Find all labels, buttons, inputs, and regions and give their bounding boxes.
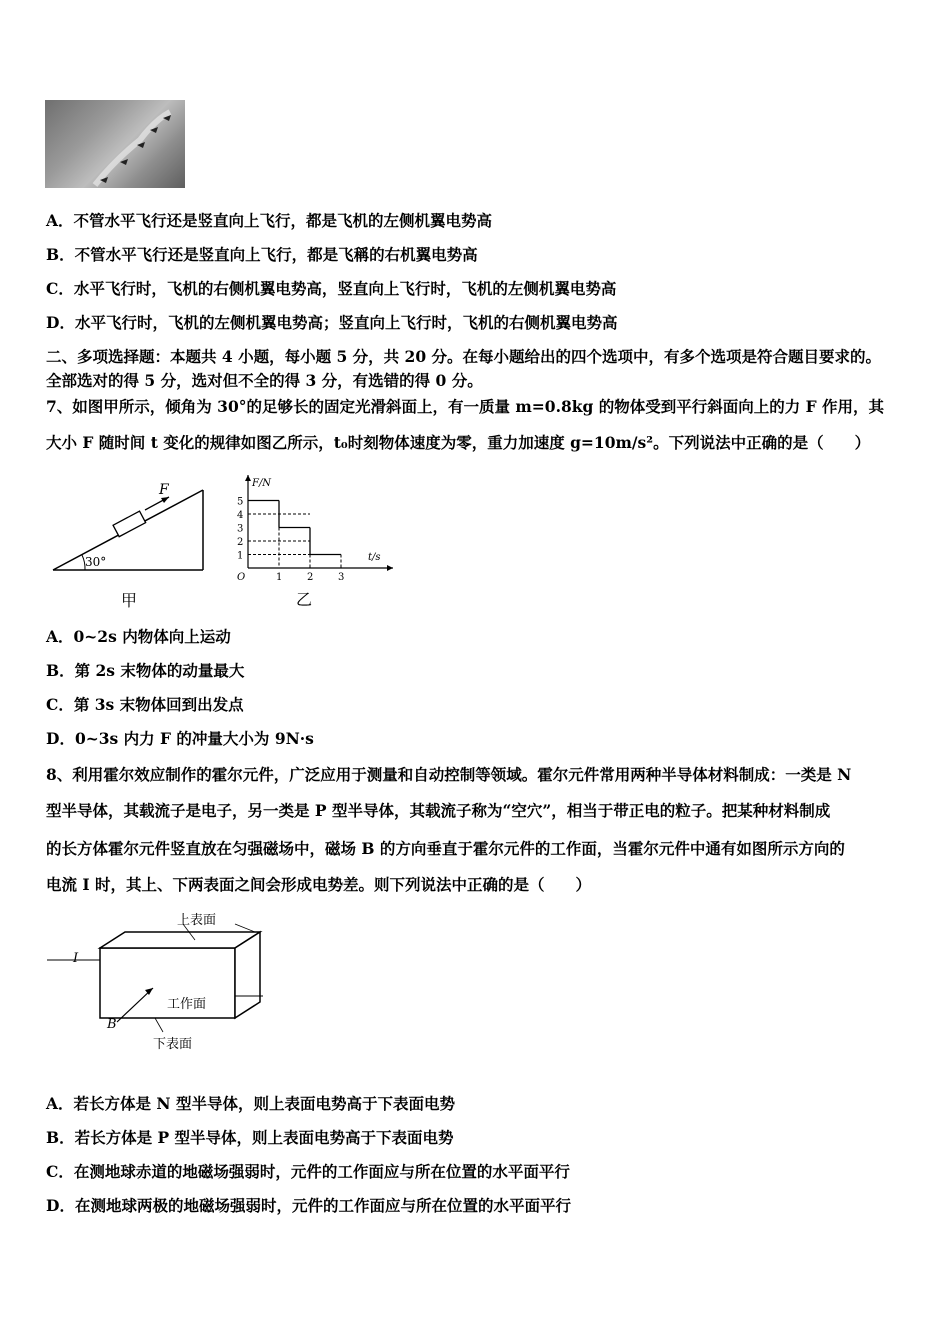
incline-figure — [45, 478, 215, 613]
section2-line2: 全部选对的得 5 分，选对但不全的得 3 分，有选错的得 0 分。 — [46, 371, 483, 390]
airplane-photo — [45, 100, 185, 188]
force-label: F — [159, 482, 169, 498]
q7-option-d: D．0~3s 内力 F 的冲量大小为 9N·s — [46, 729, 314, 748]
q8-option-b: B．若长方体是 P 型半导体，则上表面电势高于下表面电势 — [46, 1128, 454, 1147]
field-label: B — [107, 1017, 117, 1032]
y-tick-label: 1 — [237, 550, 244, 562]
y-tick-label: 3 — [237, 523, 244, 535]
q7-option-a: A．0~2s 内物体向上运动 — [46, 627, 231, 646]
q8-stem-line1: 8、利用霍尔效应制作的霍尔元件，广泛应用于测量和自动控制等领域。霍尔元件常用两种半导体材料制成：一类是 N — [46, 765, 852, 784]
q6-option-c: C．水平飞行时，飞机的右侧机翼电势高，竖直向上飞行时，飞机的左侧机翼电势高 — [46, 279, 617, 298]
x-axis-label: t/s — [368, 552, 381, 563]
q8-option-c: C．在测地球赤道的地磁场强弱时，元件的工作面应与所在位置的水平面平行 — [46, 1162, 570, 1181]
angle-label: 30° — [85, 555, 107, 569]
bottom-surface-label: 下表面 — [153, 1037, 193, 1052]
hall-element-figure — [45, 910, 275, 1060]
y-tick-label: 5 — [237, 496, 244, 508]
q8-stem-line4: 电流 I 时，其上、下两表面之间会形成电势差。则下列说法中正确的是（ ） — [46, 875, 592, 894]
q6-option-a: A．不管水平飞行还是竖直向上飞行，都是飞机的左侧机翼电势高 — [46, 211, 493, 230]
force-time-chart — [228, 470, 398, 615]
caption-yi: 乙 — [296, 590, 313, 609]
q7-stem-line2: 大小 F 随时间 t 变化的规律如图乙所示，t₀时刻物体速度为零，重力加速度 g=10m/s²。下列说法中正确的是（ ） — [46, 433, 871, 452]
q6-option-d: D．水平飞行时，飞机的左侧机翼电势高；竖直向上飞行时，飞机的右侧机翼电势高 — [46, 313, 618, 332]
top-surface-label: 上表面 — [177, 913, 217, 928]
q7-option-b: B．第 2s 末物体的动量最大 — [46, 661, 245, 680]
q8-stem-line2: 型半导体，其载流子是电子，另一类是 P 型半导体，其载流子称为“空穴”，相当于带正电的粒子。把某种材料制成 — [46, 801, 831, 820]
q8-stem-line3: 的长方体霍尔元件竖直放在匀强磁场中，磁场 B 的方向垂直于霍尔元件的工作面，当霍尔元件中通有如图所示方向的 — [46, 839, 845, 858]
block — [113, 511, 146, 537]
current-label: I — [73, 951, 79, 966]
hall-block-side — [235, 932, 260, 1018]
section2-line1: 二、多项选择题：本题共 4 小题，每小题 5 分，共 20 分。在每小题给出的四个选项中，有多个选项是符合题目要求的。 — [46, 347, 882, 366]
x-tick-label: 2 — [307, 572, 314, 583]
work-face-label: 工作面 — [167, 997, 207, 1012]
caption-jia: 甲 — [121, 591, 138, 610]
y-tick-label: 4 — [237, 510, 244, 521]
x-tick-label: 1 — [276, 572, 283, 583]
q8-option-d: D．在测地球两极的地磁场强弱时，元件的工作面应与所在位置的水平面平行 — [46, 1196, 571, 1215]
q7-stem-line1: 7、如图甲所示，倾角为 30°的足够长的固定光滑斜面上，有一质量 m=0.8kg 的物体受到平行斜面向上的力 F 作用，其 — [46, 397, 885, 416]
y-axis-label: F/N — [252, 478, 272, 489]
y-tick-label: 2 — [237, 537, 244, 548]
q8-option-a: A．若长方体是 N 型半导体，则上表面电势高于下表面电势 — [46, 1094, 455, 1113]
q6-option-b: B．不管水平飞行还是竖直向上飞行，都是飞稱的右机翼电势高 — [46, 245, 478, 264]
airplane-formation-icon — [45, 100, 185, 188]
origin-label: O — [237, 572, 246, 583]
q7-option-c: C．第 3s 末物体回到出发点 — [46, 695, 244, 714]
x-tick-label: 3 — [338, 572, 345, 583]
hall-block-top — [100, 932, 260, 948]
